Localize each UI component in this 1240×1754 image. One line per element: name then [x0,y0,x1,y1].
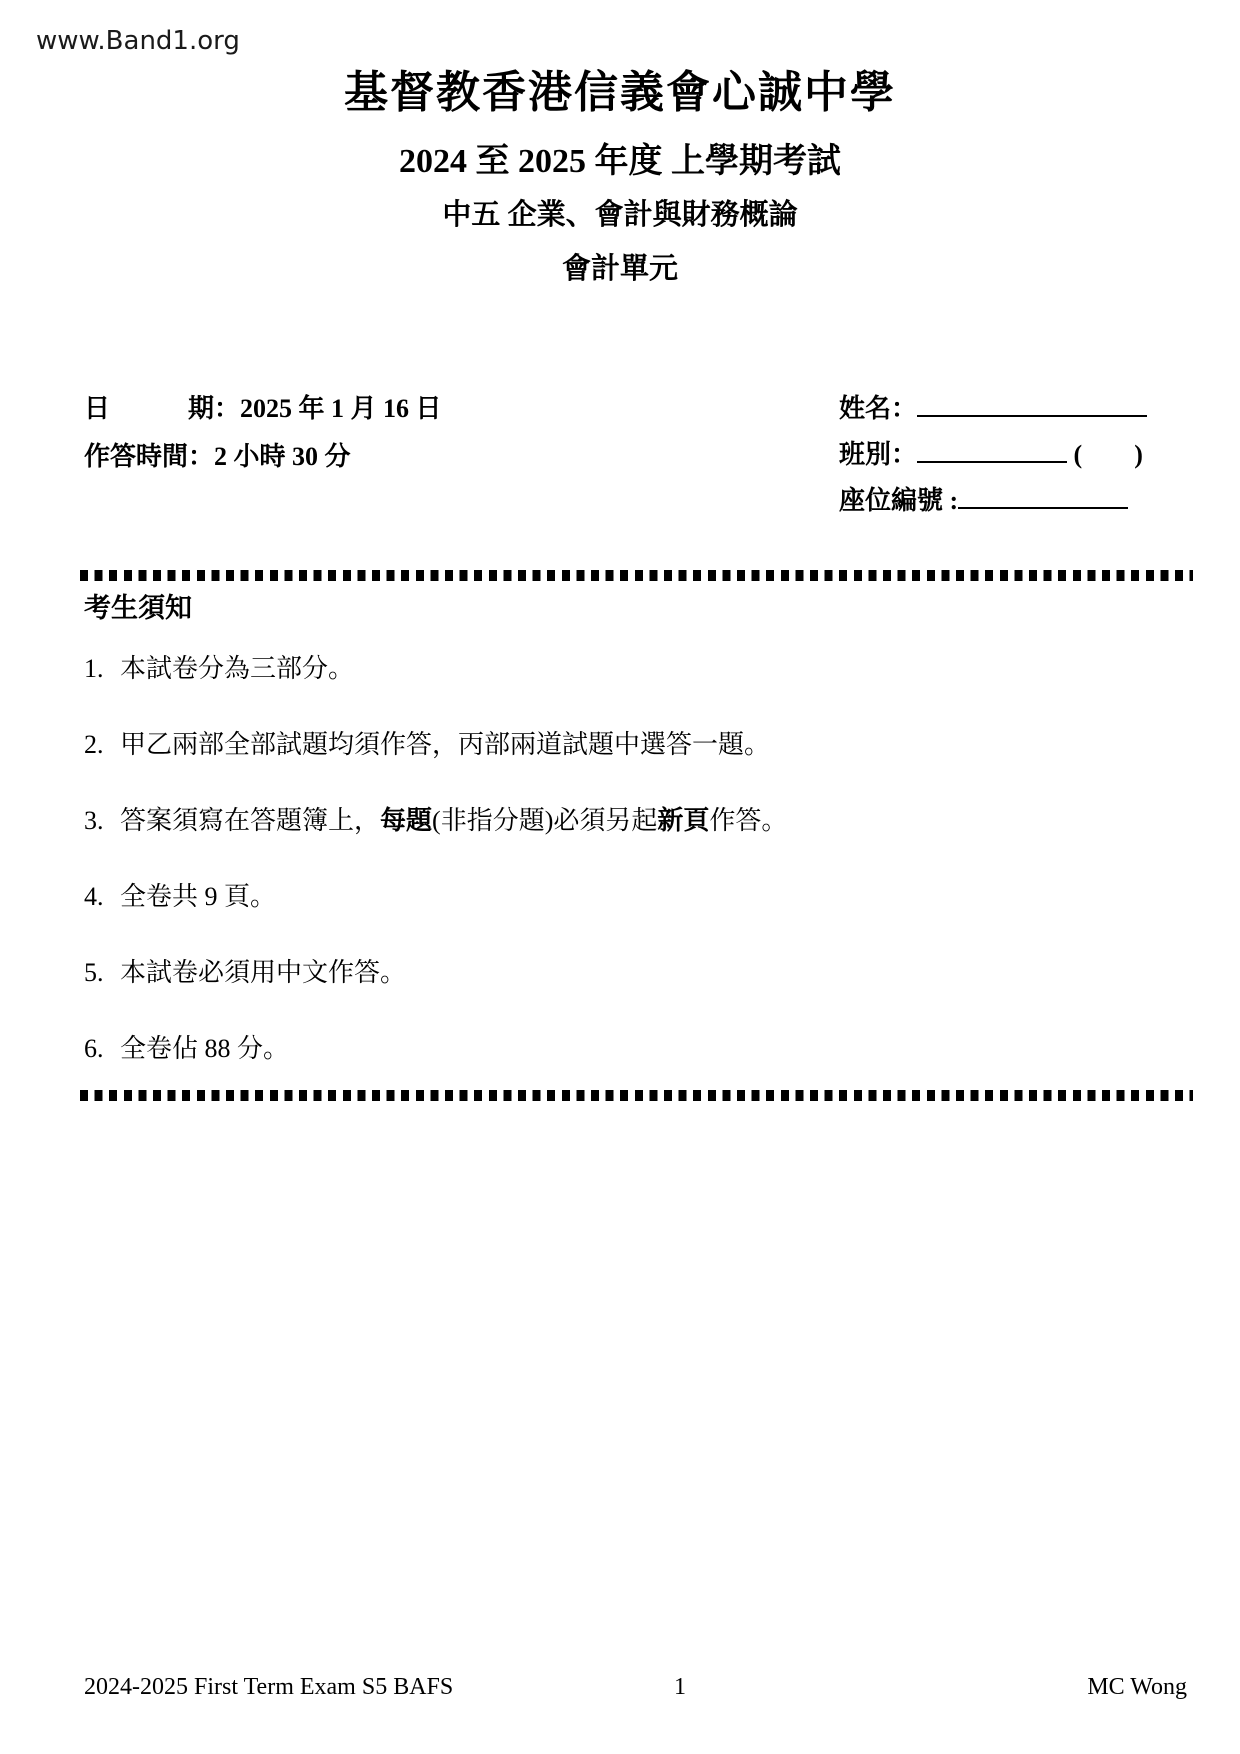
candidate-info [839,388,1147,526]
note-text: 本試卷必須用中文作答。 [120,958,407,987]
note-number: 2. [84,730,104,759]
note-number: 3. [84,806,104,835]
note-item-4 [84,876,276,913]
name-blank-line [917,393,1147,417]
footer-exam-name: 2024-2025 First Term Exam S5 BAFS [84,1674,454,1700]
class-row [839,434,1147,480]
note-item-1 [84,648,354,685]
note-text: 全卷共 9 頁。 [120,882,277,911]
notes-heading: 考生須知 [84,593,192,623]
module-title: 會計單元 [561,253,678,285]
school-name: 基督教香港信義會心誠中學 [344,68,896,117]
name-label: 姓名： [839,394,918,423]
duration-row [84,436,442,484]
note-item-6 [84,1028,289,1065]
seat-row [839,480,1147,526]
seat-label: 座位編號 : [839,486,959,515]
note-number: 1. [84,654,104,683]
date-row [84,388,442,436]
date-label-part1: 日 [84,394,111,423]
subject-title: 中五 企業、會計與財務概論 [442,199,798,231]
note-item-5 [84,952,406,989]
date-value: 2025 年 1 月 16 日 [240,394,442,423]
name-row [839,388,1147,434]
footer-page-number: 1 [674,1674,686,1700]
duration-label: 作答時間： [84,442,215,471]
class-paren-close: ) [1134,440,1143,469]
note-text-pre: 答案須寫在答題簿上， [120,806,381,835]
exam-info-left [84,388,442,484]
note-number: 6. [84,1034,104,1063]
note-number: 5. [84,958,104,987]
duration-value: 2 小時 30 分 [214,442,351,471]
footer-author: MC Wong [1087,1674,1187,1700]
note-item-2 [84,724,770,761]
note-text: 全卷佔 88 分。 [120,1034,290,1063]
note-text-mid: (非指分題)必須另起 [432,806,658,835]
date-label-part2: 期： [188,394,241,423]
class-paren-open: ( [1073,440,1083,469]
note-text-bold-1: 每題 [380,806,433,835]
class-blank-line [917,439,1067,463]
note-number: 4. [84,882,104,911]
note-text: 甲乙兩部全部試題均須作答，丙部兩道試題中選答一題。 [120,730,771,759]
note-item-3 [84,800,787,837]
class-label: 班別： [839,440,918,469]
dotted-separator-top [80,570,1193,581]
exam-title: 2024 至 2025 年度 上學期考試 [399,143,841,180]
seat-blank-line [958,485,1128,509]
note-text-bold-2: 新頁 [657,806,710,835]
dotted-separator-bottom [80,1090,1193,1101]
note-text-post: 作答。 [709,806,788,835]
note-text: 本試卷分為三部分。 [120,654,355,683]
watermark-url: www.Band1.org [36,26,240,56]
